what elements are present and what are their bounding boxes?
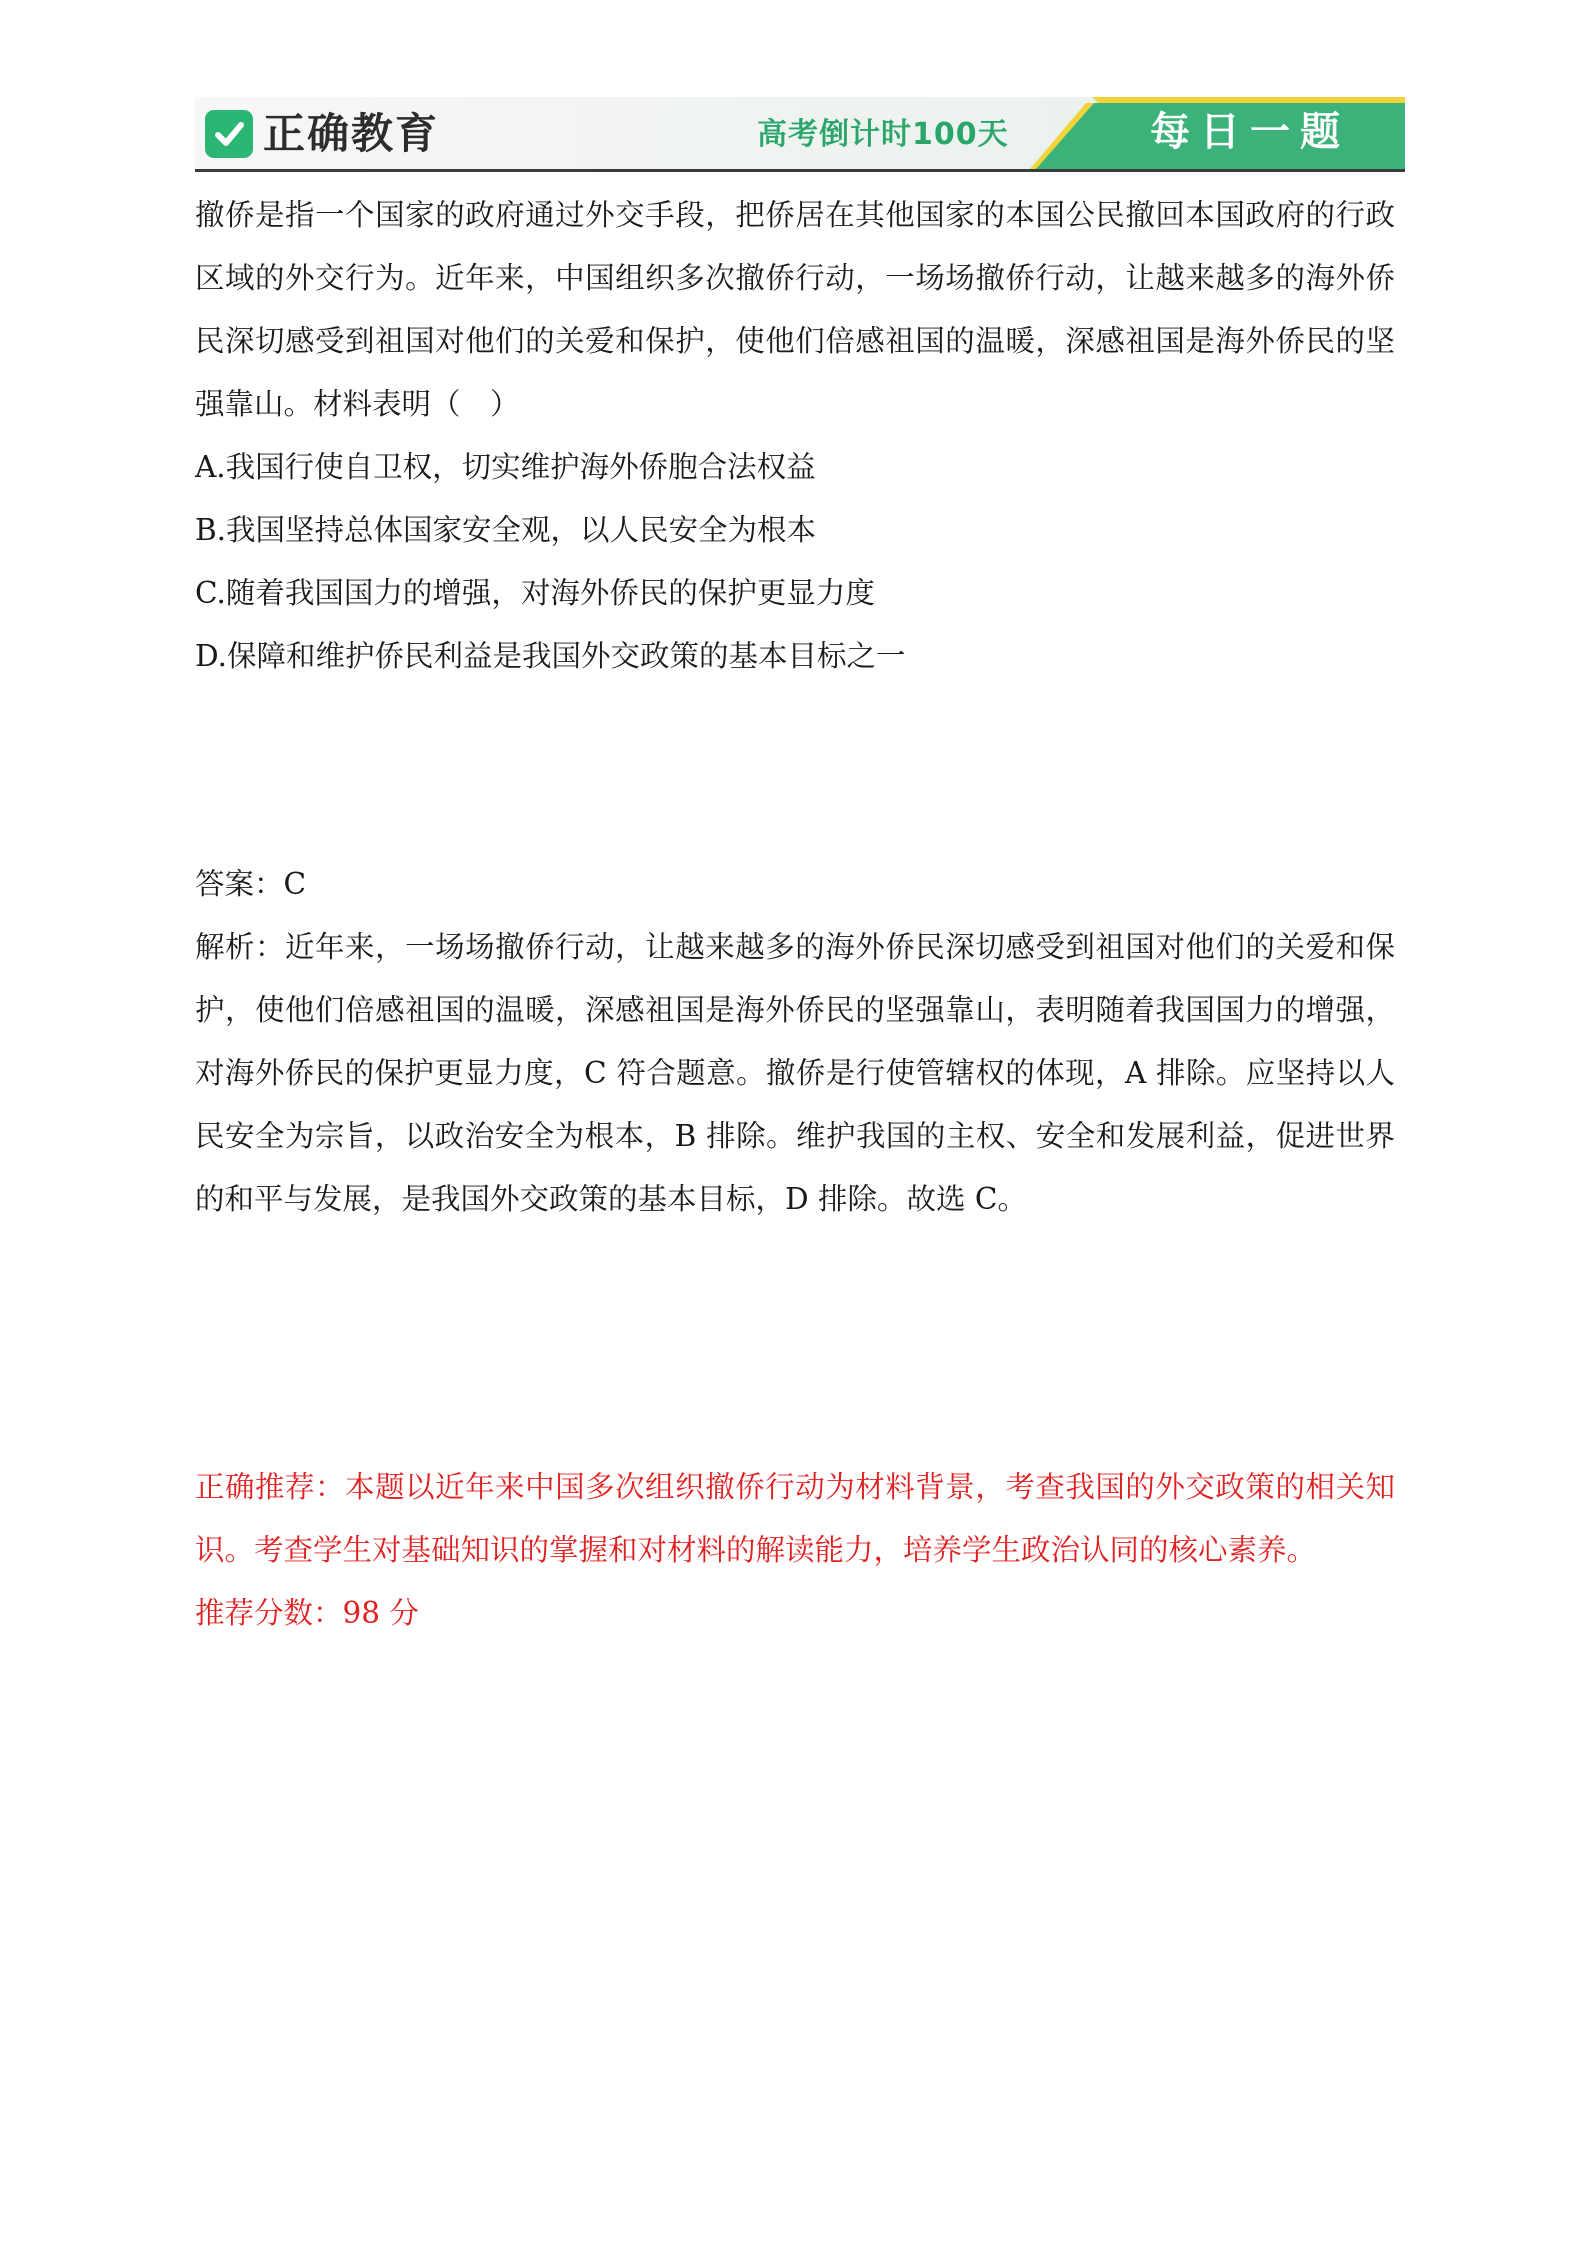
question-section — [195, 184, 1395, 688]
checkmark-icon — [205, 110, 253, 158]
brand-name: 正确教育 — [263, 109, 440, 158]
daily-question-label: 每日一题 — [1150, 109, 1350, 155]
answer-section — [195, 853, 1395, 1231]
recommendation-text: 正确推荐：本题以近年来中国多次组织撤侨行动为材料背景，考查我国的外交政策的相关知识。考查学生对基础知识的掌握和对材料的解读能力，培养学生政治认同的核心素养。 — [195, 1470, 1395, 1567]
option-a: A.我国行使自卫权，切实维护海外侨胞合法权益 — [195, 450, 816, 484]
option-list — [195, 436, 1395, 688]
brand-logo — [205, 106, 439, 162]
option-d: D.保障和维护侨民利益是我国外交政策的基本目标之一 — [195, 639, 906, 673]
header-divider — [195, 169, 1405, 172]
option-c: C.随着我国国力的增强，对海外侨民的保护更显力度 — [195, 576, 875, 610]
analysis-paragraph: 解析：近年来，一场场撤侨行动，让越来越多的海外侨民深切感受到祖国对他们的关爱和保护，使他们倍感祖国的温暖，深感祖国是海外侨民的坚强靠山，表明随着我国国力的增强，对海外侨民的保护更显力度，C 符合题意。撤侨是行使管辖权的体现，A 排除。应坚持以人民安全为宗旨，以政治安全为根本，B 排除。维护我国的主权、安全和发展利益，促进世界的和平与发展，是我国外交政策的基本目标，D 排除。故选 C。 — [195, 930, 1395, 1216]
recommendation-section — [195, 1456, 1395, 1645]
header-banner — [195, 97, 1405, 172]
exam-countdown: 高考倒计时100天 — [757, 117, 1009, 152]
question-stem: 撤侨是指一个国家的政府通过外交手段，把侨居在其他国家的本国公民撤回本国政府的行政区域的外交行为。近年来，中国组织多次撤侨行动，一场场撤侨行动，让越来越多的海外侨民深切感受到祖国对他们的关爱和保护，使他们倍感祖国的温暖，深感祖国是海外侨民的坚强靠山。材料表明（ ） — [195, 198, 1395, 421]
recommendation-score: 推荐分数：98 分 — [195, 1596, 419, 1630]
option-b: B.我国坚持总体国家安全观，以人民安全为根本 — [195, 513, 817, 547]
answer-line: 答案：C — [195, 867, 307, 901]
